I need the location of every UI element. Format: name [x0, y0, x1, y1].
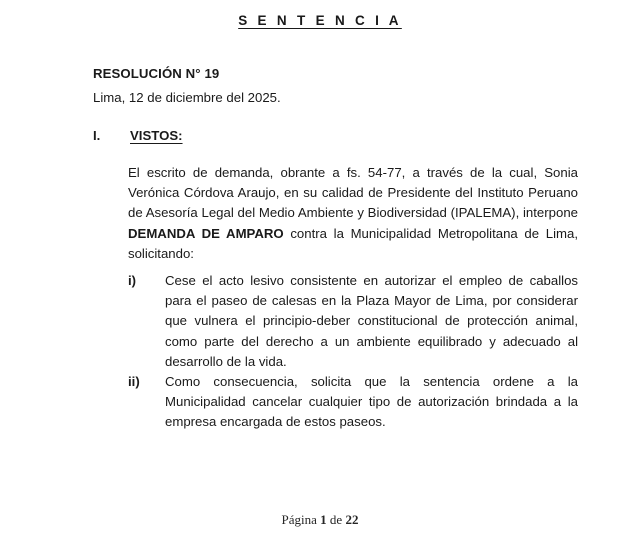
- footer-total-pages: 22: [345, 512, 359, 527]
- paragraph-part-one: El escrito de demanda, obrante a fs. 54-77, a través de la cual, Sonia Verónica Córdova Araujo, en su calidad de Presidente del Instituto Peruano de Asesoría Legal del Medio Ambiente y Biodiversidad (IPALEMA), interpone: [128, 165, 578, 221]
- section-heading-vistos: [93, 126, 579, 146]
- paragraph-part-two: contra la Municipalidad Metropolitana de Lima, solicitando:: [128, 225, 578, 261]
- vistos-paragraph: [128, 163, 578, 264]
- footer-separator: de: [326, 512, 346, 527]
- paragraph-emphasis-amparo: DEMANDA DE AMPARO: [128, 225, 284, 241]
- footer-prefix: Página: [281, 512, 321, 527]
- page-footer: [0, 512, 640, 528]
- footer-current-page: 1: [320, 512, 327, 527]
- resolution-number: RESOLUCIÓN N° 19: [93, 66, 220, 81]
- list-item: [128, 271, 578, 372]
- claims-list: [128, 271, 578, 433]
- list-item-text: Como consecuencia, solicita que la sentencia ordene a la Municipalidad cancelar cualquier tipo de autorización brindada a la empresa encargada de estos paseos.: [165, 374, 578, 430]
- page-title: S E N T E N C I A: [238, 13, 402, 28]
- list-item-marker: i): [128, 273, 137, 288]
- resolution-header-block: [93, 64, 579, 108]
- list-item-text: Cese el acto lesivo consistente en autorizar el empleo de caballos para el paseo de calesas en la Plaza Mayor de Lima, por considerar que vulnera el principio-deber constitucional de protección animal, como parte del derecho a un ambiente equilibrado y adecuado al desarrollo de la vida.: [165, 273, 578, 369]
- list-item-marker: ii): [128, 374, 140, 390]
- section-numeral: I.: [93, 128, 101, 143]
- section-label: VISTOS:: [130, 128, 183, 143]
- list-item: [128, 372, 578, 433]
- resolution-place-date: Lima, 12 de diciembre del 2025.: [93, 90, 281, 105]
